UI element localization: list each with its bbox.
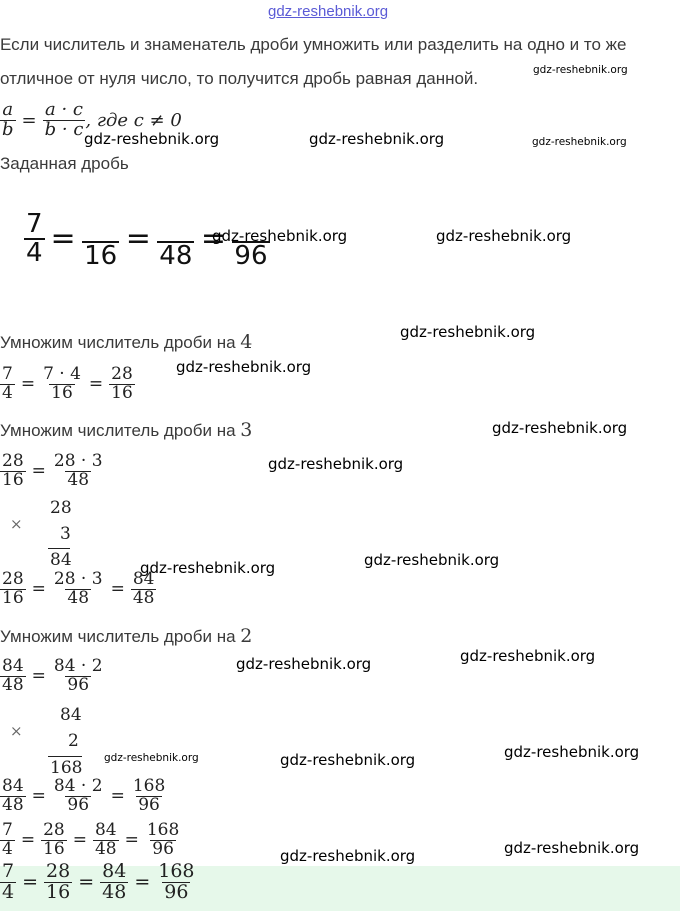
step2-column-result: 84 <box>50 550 72 570</box>
step2-equation: $\frac{28}{16}$ = $\frac{28 \cdot 3}{48}$ <box>2 451 103 490</box>
watermark: gdz-reshebnik.org <box>400 323 536 341</box>
step3-column-top: 84 <box>60 705 82 725</box>
step1-label: Умножим числитель дроби на 4 <box>0 331 253 353</box>
big-num: 7 <box>26 208 43 239</box>
watermark: gdz-reshebnik.org <box>504 839 640 857</box>
summary-equation: $\frac{7}{4}$ = $\frac{28}{16}$ = $\frac{84}{48}$ = $\frac{168}{96}$ <box>2 820 180 859</box>
rule-line-1: Если числитель и знаменатель дроби умножить или разделить на одно и то же <box>0 35 627 54</box>
step3-equation: $\frac{84}{48}$ = $\frac{84 \cdot 2}{96}$ <box>2 656 103 695</box>
formula-a: a <box>2 99 14 120</box>
watermark: gdz-reshebnik.org <box>140 559 276 577</box>
watermark: gdz-reshebnik.org <box>532 136 627 148</box>
watermark: gdz-reshebnik.org <box>236 655 372 673</box>
formula-condition: , где c ≠ 0 <box>85 109 182 131</box>
watermark: gdz-reshebnik.org <box>212 227 348 245</box>
header-watermark[interactable]: gdz-reshebnik.org <box>268 3 389 20</box>
watermark: gdz-reshebnik.org <box>364 551 500 569</box>
watermark: gdz-reshebnik.org <box>533 64 628 76</box>
watermark: gdz-reshebnik.org <box>176 358 312 376</box>
watermark: gdz-reshebnik.org <box>436 227 572 245</box>
given-label: Заданная дробь <box>0 154 129 173</box>
step3-multiply-sign: × <box>10 722 23 740</box>
step2-label: Умножим числитель дроби на 3 <box>0 419 253 441</box>
step2-multiply-sign: × <box>10 515 23 533</box>
watermark: gdz-reshebnik.org <box>504 743 640 761</box>
step2-column-top: 28 <box>50 498 72 518</box>
step3-column-line <box>48 756 82 757</box>
formula-bc: b · c <box>44 118 84 140</box>
watermark: gdz-reshebnik.org <box>280 751 416 769</box>
step2-column-mid: 3 <box>60 524 71 544</box>
watermark: gdz-reshebnik.org <box>492 419 628 437</box>
step2-column-line <box>48 548 70 549</box>
step3-label: Умножим числитель дроби на 2 <box>0 625 253 647</box>
step3-column-mid: 2 <box>68 731 79 751</box>
formula-ac: a · c <box>45 99 83 120</box>
big-den-3: 48 <box>159 241 193 272</box>
step3-column-result: 168 <box>50 758 83 778</box>
watermark: gdz-reshebnik.org <box>104 752 199 764</box>
formula-b: b <box>2 118 14 140</box>
step3-final: $\frac{84}{48}$ = $\frac{84 \cdot 2}{96}$ = $\frac{168}{96}$ <box>2 776 166 815</box>
big-den-2: 16 <box>84 241 118 272</box>
watermark: gdz-reshebnik.org <box>280 847 416 865</box>
big-den-4: 96 <box>234 241 268 272</box>
answer-equation: $\frac{7}{4}$ = $\frac{28}{16}$ = $\frac{84}{48}$ = $\frac{168}{96}$ <box>2 860 195 903</box>
rule-formula: $\frac{a}{b}$ = $\frac{a \cdot c}{b \cdot c}$ , где c ≠ 0 <box>2 99 182 140</box>
big-equation: $\frac{7}{4}$ = 16 = 48 = 96 <box>26 208 268 272</box>
step1-equation: $\frac{7}{4}$ = $\frac{7 \cdot 4}{16}$ = $\frac{28}{16}$ <box>2 364 133 403</box>
watermark: gdz-reshebnik.org <box>84 130 220 148</box>
step2-final: $\frac{28}{16}$ = $\frac{28 \cdot 3}{48}$ = $\frac{84}{48}$ <box>2 569 155 608</box>
watermark: gdz-reshebnik.org <box>309 130 445 148</box>
rule-line-2: отличное от нуля число, то получится дробь равная данной. <box>0 69 479 88</box>
watermark: gdz-reshebnik.org <box>460 647 596 665</box>
watermark: gdz-reshebnik.org <box>268 455 404 473</box>
big-den-1: 4 <box>26 237 43 268</box>
